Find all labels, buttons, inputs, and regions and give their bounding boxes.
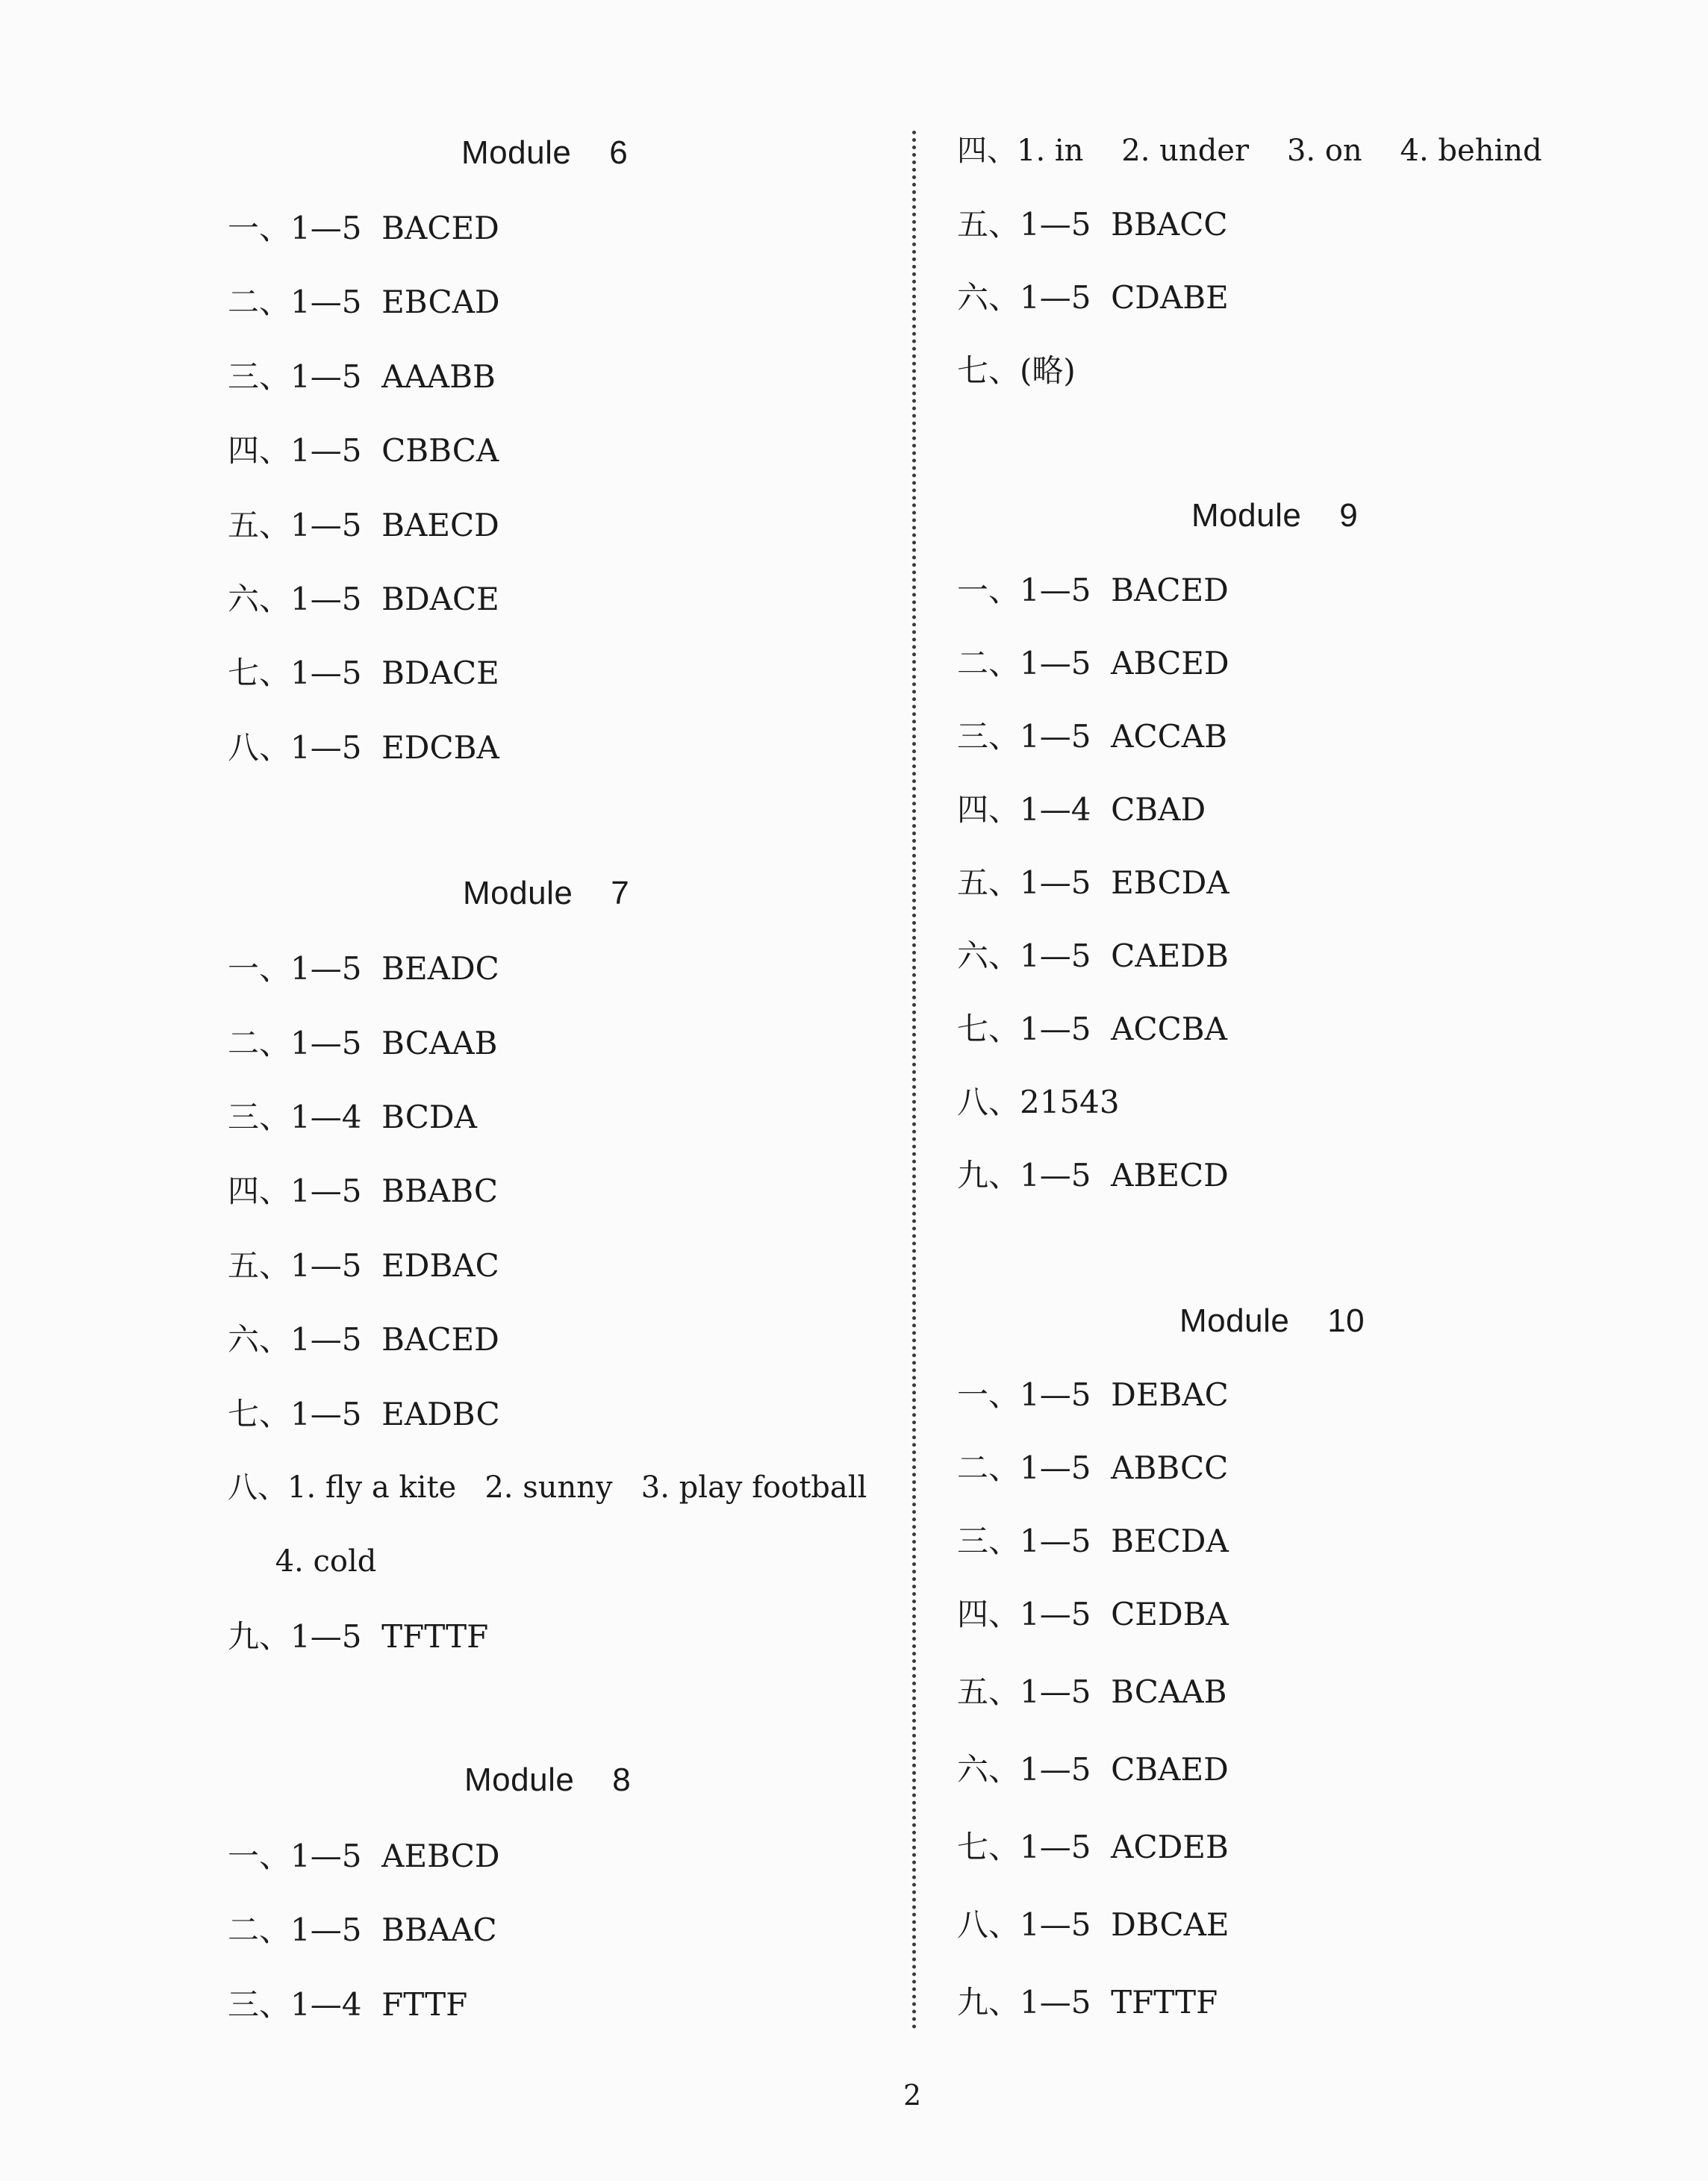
- answer-line: 一、1—5 BEADC: [228, 950, 499, 987]
- answer-line: 一、1—5 DEBAC: [957, 1376, 1229, 1413]
- module-10-heading: Module 10: [1179, 1302, 1365, 1339]
- answer-line: 九、1—5 TFTTF: [228, 1618, 489, 1655]
- answer-line: 三、1—4 FTTF: [228, 1986, 468, 2023]
- answer-line: 五、1—5 BAECD: [228, 507, 499, 543]
- module-9-heading: Module 9: [1191, 497, 1359, 534]
- answer-line: 六、1—5 BACED: [228, 1321, 499, 1358]
- answer-line: 五、1—5 BCAAB: [957, 1673, 1227, 1710]
- answer-line: 一、1—5 BACED: [228, 210, 499, 246]
- answer-line: 四、1—4 CBAD: [957, 791, 1206, 828]
- answer-line: 七、(略): [957, 352, 1076, 389]
- answer-line: 四、1—5 CEDBA: [957, 1596, 1229, 1632]
- page-number: 2: [903, 2079, 922, 2112]
- answer-line: 二、1—5 BBAAC: [228, 1912, 497, 1948]
- answer-line: 八、1. fly a kite 2. sunny 3. play football: [228, 1470, 867, 1505]
- answer-line: 七、1—5 BDACE: [228, 655, 499, 691]
- answer-line: 三、1—5 BECDA: [957, 1523, 1229, 1559]
- answer-line: 一、1—5 AEBCD: [228, 1838, 500, 1874]
- answer-line: 九、1—5 ABECD: [957, 1157, 1229, 1194]
- answer-line: 八、1—5 EDCBA: [228, 729, 499, 766]
- answer-line: 五、1—5 BBACC: [957, 206, 1228, 243]
- answer-line: 二、1—5 BCAAB: [228, 1025, 498, 1061]
- answer-line: 五、1—5 EDBAC: [228, 1247, 499, 1284]
- answer-line: 二、1—5 ABBCC: [957, 1450, 1229, 1486]
- answer-line: 六、1—5 CBAED: [957, 1751, 1229, 1788]
- answer-line: 四、1—5 CBBCA: [228, 432, 499, 469]
- answer-line: 五、1—5 EBCDA: [957, 864, 1229, 901]
- module-7-heading: Module 7: [463, 875, 630, 911]
- module-6-heading: Module 6: [461, 134, 629, 171]
- answer-line: 二、1—5 ABCED: [957, 645, 1229, 681]
- answer-line: 二、1—5 EBCAD: [228, 284, 500, 320]
- answer-line: 八、21543: [957, 1084, 1120, 1120]
- answer-line: 七、1—5 ACDEB: [957, 1829, 1229, 1865]
- column-divider: [912, 131, 916, 2030]
- answer-line: 六、1—5 CAEDB: [957, 937, 1229, 974]
- answer-line: 四、1—5 BBABC: [228, 1173, 498, 1209]
- answer-line: 4. cold: [228, 1544, 377, 1579]
- answer-line: 三、1—4 BCDA: [228, 1099, 477, 1135]
- answer-line: 八、1—5 DBCAE: [957, 1906, 1229, 1943]
- answer-line: 三、1—5 AAABB: [228, 358, 496, 395]
- module-8-heading: Module 8: [464, 1762, 632, 1798]
- answer-line: 七、1—5 EADBC: [228, 1396, 500, 1432]
- answer-line: 三、1—5 ACCAB: [957, 718, 1227, 755]
- answer-line: 六、1—5 CDABE: [957, 279, 1229, 316]
- answer-line: 四、1. in 2. under 3. on 4. behind: [957, 134, 1542, 168]
- answer-line: 一、1—5 BACED: [957, 572, 1229, 608]
- answer-line: 七、1—5 ACCBA: [957, 1011, 1227, 1047]
- answer-line: 九、1—5 TFTTF: [957, 1984, 1218, 2021]
- answer-line: 六、1—5 BDACE: [228, 581, 499, 617]
